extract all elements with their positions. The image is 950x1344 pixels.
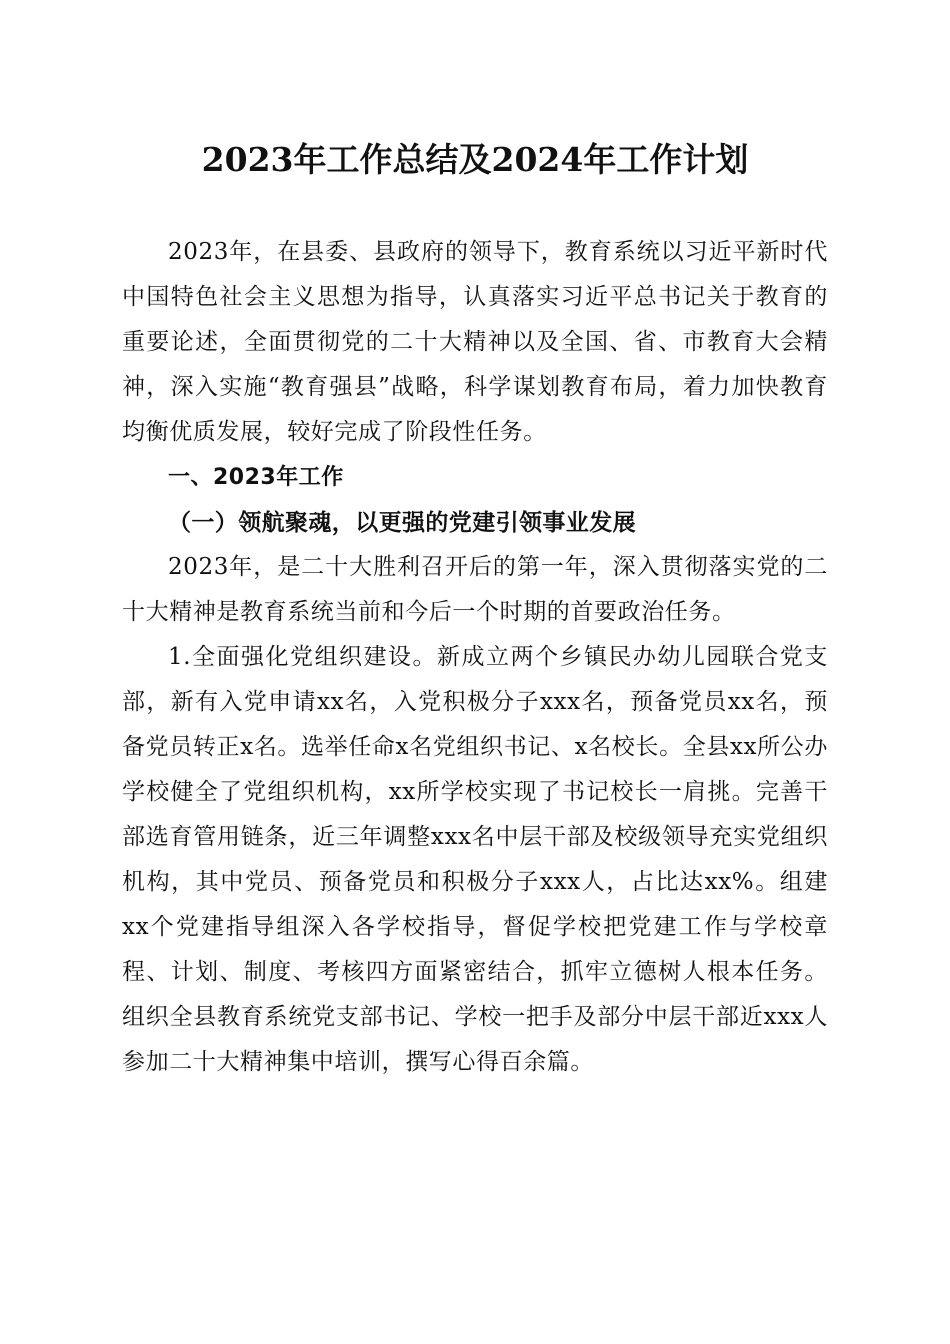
- document-title: 2023年工作总结及2024年工作计划: [201, 140, 749, 179]
- body-paragraph: 1.全面强化党组织建设。新成立两个乡镇民办幼儿园联合党支部，新有入党申请xx名，入党积极分子xxx名，预备党员xx名，预备党员转正x名。选举任命x名党组织书记、x名校长。全县xx所公办学校健全了党组织机构，xx所学校实现了书记校长一肩挑。完善干部选育管用链条，近三年调整xxx名中层干部及校级领导充实党组织机构，其中党员、预备党员和积极分子xxx人，占比达xx%。组建xx个党建指导组深入各学校指导，督促学校把党建工作与学校章程、计划、制度、考核四方面紧密结合，抓牢立德树人根本任务。组织全县教育系统党支部书记、学校一把手及部分中层干部近xxx人参加二十大精神集中培训，撰写心得百余篇。: [122, 644, 828, 1075]
- intro-paragraph: 2023年，在县委、县政府的领导下，教育系统以习近平新时代中国特色社会主义思想为指导，认真落实习近平总书记关于教育的重要论述，全面贯彻党的二十大精神以及全国、省、市教育大会精神，深入实施“教育强县”战略，科学谋划教育布局，着力加快教育均衡优质发展，较好完成了阶段性任务。: [122, 239, 828, 445]
- section-heading-1: 一、2023年工作: [168, 465, 344, 490]
- document-body: [122, 230, 828, 1085]
- subsection-heading-1: （一）领航聚魂，以更强的党建引领事业发展: [168, 509, 636, 536]
- body-paragraph: 2023年，是二十大胜利召开后的第一年，深入贯彻落实党的二十大精神是教育系统当前和今后一个时期的首要政治任务。: [122, 554, 828, 625]
